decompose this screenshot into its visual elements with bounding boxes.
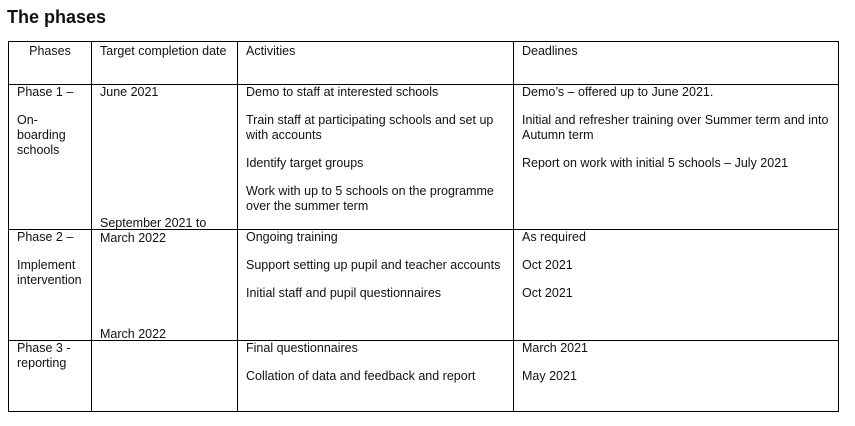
target-date-cell [92,85,238,230]
phase-name: Phase 2 – [17,230,74,244]
activities-cell [238,85,514,230]
header-phases: Phases [9,42,92,85]
phase-cell [9,85,92,230]
activities-cell [238,341,514,412]
activity-item: Collation of data and feedback and report [246,369,476,383]
activity-item: Support setting up pupil and teacher accounts [246,258,501,272]
activity-item: Ongoing training [246,230,338,244]
deadline-item: As required [522,230,586,244]
deadlines-cell [514,85,839,230]
phase-name: Phase 1 – [17,85,74,99]
phase-cell [9,230,92,341]
phases-table [8,41,839,412]
header-activities: Activities [238,42,514,85]
table-header-row [9,42,839,85]
target-date: September 2021 to March 2022 [100,216,207,245]
target-date-cell [92,216,238,341]
phase-subtitle: Implement intervention [17,258,82,287]
target-date-cell [92,327,238,412]
phase-name: Phase 3 - reporting [17,341,71,370]
activity-item: Final questionnaires [246,341,358,355]
deadline-item: Initial and refresher training over Summer term and into Autumn term [522,113,829,142]
deadline-item: Oct 2021 [522,258,573,272]
header-target-completion-date: Target completion date [92,42,238,85]
deadline-item: March 2021 [522,341,589,355]
deadline-item: May 2021 [522,369,577,383]
deadlines-cell [514,341,839,412]
target-date: March 2022 [100,327,167,341]
header-deadlines: Deadlines [514,42,839,85]
deadline-item: Oct 2021 [522,286,573,300]
table-row [9,341,839,412]
activity-item: Initial staff and pupil questionnaires [246,286,442,300]
target-date: June 2021 [100,85,159,99]
table-row [9,85,839,230]
phase-cell [9,341,92,412]
activity-item: Work with up to 5 schools on the programme over the summer term [246,184,494,213]
activity-item: Demo to staff at interested schools [246,85,439,99]
deadlines-cell [514,230,839,341]
activity-item: Identify target groups [246,156,364,170]
table-row [9,230,839,341]
phase-subtitle: On-boarding schools [17,113,66,157]
activities-cell [238,230,514,341]
page-title: The phases [7,7,107,27]
deadline-item: Report on work with initial 5 schools – July 2021 [522,156,789,170]
deadline-item: Demo’s – offered up to June 2021. [522,85,714,99]
activity-item: Train staff at participating schools and set up with accounts [246,113,494,142]
